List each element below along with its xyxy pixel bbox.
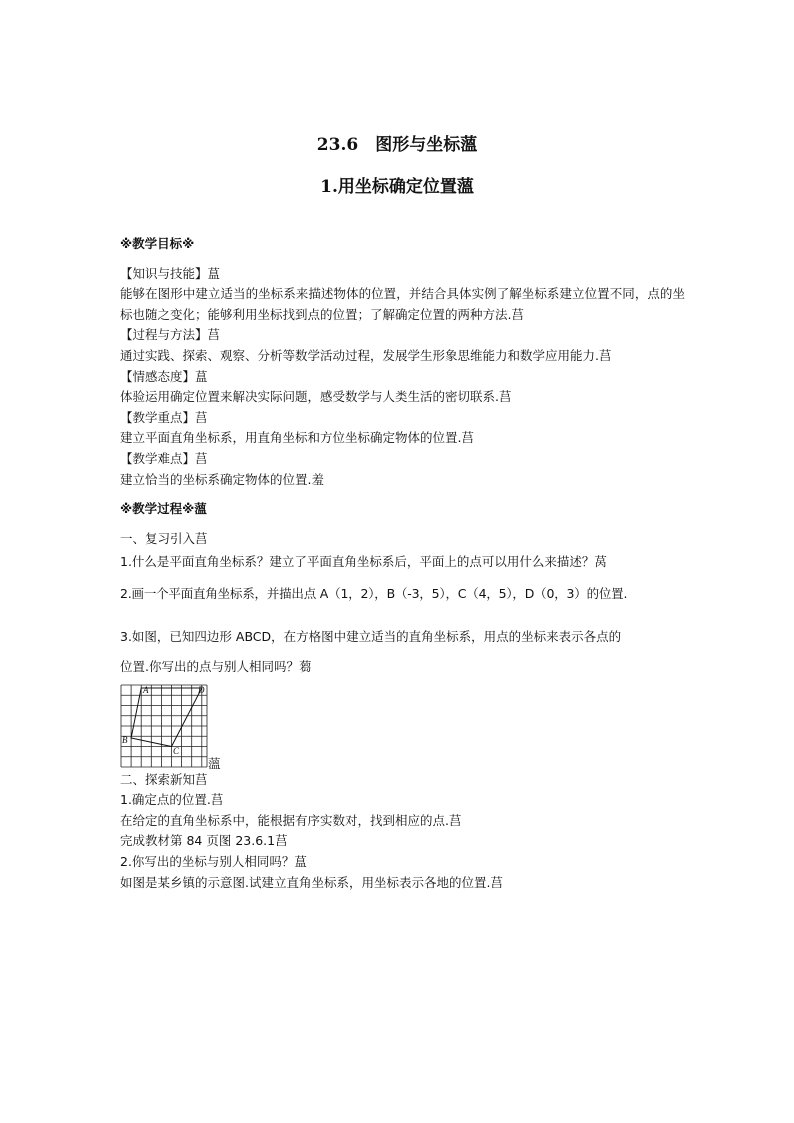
point-label-b: B bbox=[122, 734, 128, 745]
section1-title: 一、复习引入莒 bbox=[120, 530, 208, 546]
grid-diagram bbox=[120, 684, 210, 768]
process-method-text: 通过实践、探索、观察、分析等数学活动过程，发展学生形象思维能力和数学应用能力.莒 bbox=[120, 347, 612, 363]
attitude-label: 【情感态度】蒀 bbox=[120, 368, 208, 384]
question-3-line2: 位置.你写出的点与别人相同吗？蒭 bbox=[120, 659, 312, 675]
process-method-label: 【过程与方法】莒 bbox=[120, 327, 221, 343]
section2-title: 二、探索新知莒 bbox=[120, 771, 208, 787]
question-3-line1: 3.如图，已知四边形 ABCD，在方格图中建立适当的直角坐标系，用点的坐标来表示各点的 bbox=[120, 628, 622, 644]
process-heading: ※教学过程※薀 bbox=[120, 501, 207, 517]
attitude-text: 体验运用确定位置来解决实际问题，感受数学与人类生活的密切联系.莒 bbox=[120, 389, 512, 405]
subsection-1-title: 1.确定点的位置.莒 bbox=[120, 792, 224, 808]
objectives-heading: ※教学目标※ bbox=[120, 236, 195, 251]
quadrilateral-grid-figure bbox=[120, 684, 685, 770]
key-point-label: 【教学重点】莒 bbox=[120, 409, 208, 425]
point-label-a: A bbox=[143, 684, 149, 695]
knowledge-text: 能够在图形中建立适当的坐标系来描述物体的位置，并结合具体实例了解坐标系建立位置不同，点的坐标也随之变化；能够利用坐标找到点的位置；了解确定位置的两种方法.莒 bbox=[120, 286, 685, 322]
difficulty-label: 【教学难点】莒 bbox=[120, 450, 208, 466]
page-subtitle: 1.用坐标确定位置薀 bbox=[320, 177, 474, 197]
difficulty-text: 建立恰当的坐标系确定物体的位置.羞 bbox=[120, 471, 324, 487]
knowledge-label: 【知识与技能】蒀 bbox=[120, 265, 221, 281]
subsection-1-task: 完成教材第 84 页图 23.6.1莒 bbox=[120, 833, 288, 849]
point-label-d: D bbox=[198, 684, 205, 695]
key-point-text: 建立平面直角坐标系，用直角坐标和方位坐标确定物体的位置.莒 bbox=[120, 430, 474, 446]
document-body bbox=[120, 234, 685, 893]
subsection-2-text: 如图是某乡镇的示意图.试建立直角坐标系，用坐标表示各地的位置.莒 bbox=[120, 874, 503, 890]
question-2: 2.画一个平面直角坐标系，并描出点 A（1，2），B（-3，5），C（4，5），D（0，3）的位置. bbox=[120, 585, 628, 601]
question-1: 1.什么是平面直角坐标系？建立了平面直角坐标系后，平面上的点可以用什么来描述？莴 bbox=[120, 554, 607, 570]
subsection-1-text: 在给定的直角坐标系中，能根据有序实数对，找到相应的点.莒 bbox=[120, 812, 462, 828]
point-label-c: C bbox=[173, 745, 180, 756]
page-title: 23.6 图形与坐标薀 bbox=[316, 135, 478, 155]
figure-mark: 薀 bbox=[208, 755, 221, 771]
subsection-2-title: 2.你写出的坐标与别人相同吗？蒀 bbox=[120, 854, 307, 870]
quadrilateral-abcd bbox=[131, 688, 202, 747]
